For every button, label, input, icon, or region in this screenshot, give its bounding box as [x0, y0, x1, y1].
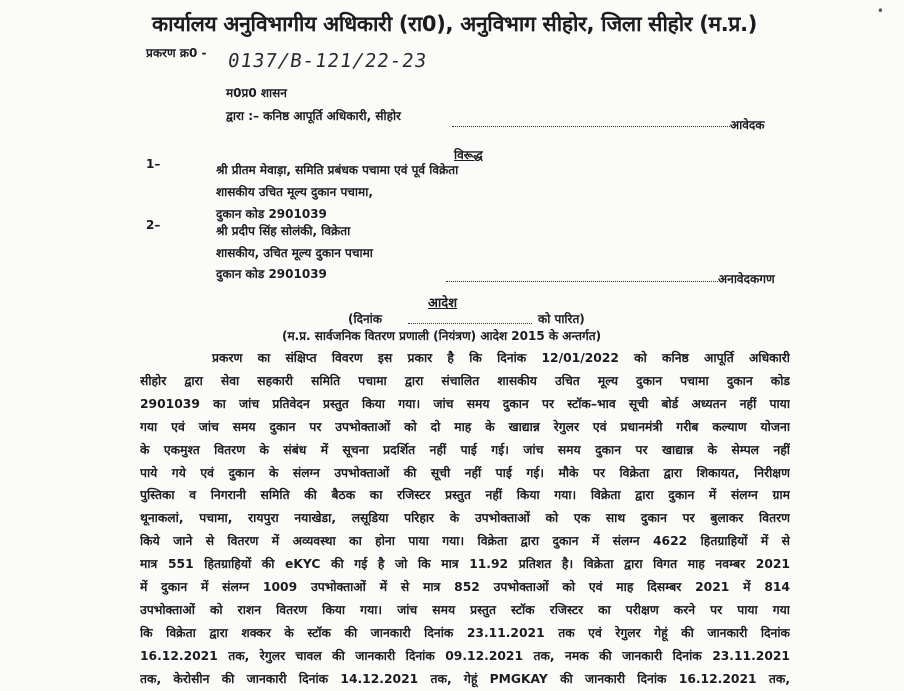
respondent-number: 1– — [146, 157, 161, 171]
body-line: में दुकान में संलग्न 1009 उपभोक्ताओं में से मात्र 852 उपभोक्ताओं को एवं माह दिसम्बर 2021 में 814 — [140, 580, 790, 595]
body-line: सीहोर द्वारा सेवा सहकारी समिति पचामा द्वारा संचालित शासकीय उचित मूल्य दुकान पचामा दुकान कोड — [140, 373, 790, 388]
order-heading: आदेश — [428, 296, 458, 311]
non-applicant-dotted-line — [446, 281, 718, 282]
government-label: म0प्र0 शासन — [226, 86, 287, 100]
body-line: कि विक्रेता द्वारा शक्कर के स्टॉक की जानकारी दिनांक 23.11.2021 तक एवं रेगुलर गेहूं की जानकारी दिनांक — [140, 625, 790, 640]
order-act-line: (म.प्र. सार्वजनिक वितरण प्रणाली (नियंत्रण) आदेश 2015 के अन्तर्गत) — [282, 329, 602, 343]
respondent-line: दुकान कोड 2901039 — [216, 207, 327, 221]
non-applicant-label: अनावेदकगण — [718, 272, 775, 286]
respondent-number: 2– — [146, 218, 161, 232]
through-line: द्वारा :– कनिष्ठ आपूर्ति अधिकारी, सीहोर — [226, 109, 401, 123]
body-line: गया एवं जांच समय दुकान पर उपभोक्ताओं को दो माह के खाद्यान्न रेगुलर एवं प्रधानमंत्री गरीब कल्याण योजना — [140, 419, 790, 434]
applicant-dotted-line — [452, 126, 730, 127]
order-date-dotted-line — [408, 323, 532, 324]
order-date-suffix: को पारित) — [538, 312, 585, 326]
case-number-label: प्रकरण क्र0 - — [146, 46, 207, 60]
case-number-handwritten: 0137/B-121/22-23 — [226, 50, 429, 72]
versus-heading: विरूद्ध — [454, 148, 483, 162]
body-line: पुस्तिका व निगरानी समिति की बैठक का रजिस्टर प्रस्तुत नहीं किया गया। विक्रेता द्वारा दुकान में संलग्न ग्राम — [140, 488, 790, 503]
corner-mark: • — [876, 4, 884, 18]
applicant-label: आवेदक — [730, 118, 765, 132]
body-line: प्रकरण का संक्षिप्त विवरण इस प्रकार है कि दिनांक 12/01/2022 को कनिष्ठ आपूर्ति अधिकारी — [212, 351, 790, 365]
respondent-line: श्री प्रीतम मेवाड़ा, समिति प्रबंधक पचामा एवं पूर्व विक्रेता — [216, 163, 459, 177]
body-line: 2901039 का जांच प्रतिवेदन प्रस्तुत किया गया। जांच समय दुकान पर स्टॉक–भाव सूची बोर्ड अध्यतन नहीं पाया — [140, 396, 790, 411]
respondent-line: श्री प्रदीप सिंह सोलंकी, विक्रेता — [216, 224, 351, 238]
respondent-line: शासकीय, उचित मूल्य दुकान पचामा — [216, 246, 373, 260]
order-date-prefix: (दिनांक — [348, 312, 382, 326]
body-line: थूनाकलां, पचामा, रायपुरा नयाखेडा, लसूडिया परिहार के उपभोक्ताओं को एक साथ दुकान पर बुलाकर वितरण — [140, 511, 790, 526]
body-line: तक, केरोसीन की जानकारी दिनांक 14.12.2021 तक, गेहूं PMGKAY की जानकारी दिनांक 16.12.2021 तक, — [140, 671, 790, 686]
body-line: किये जाने से वितरण में अव्यवस्था का होना पाया गया। विक्रेता द्वारा दुकान में संलग्न 4622 हितग्राहियों में से — [140, 534, 790, 549]
body-line: मात्र 551 हितग्राहियों की eKYC की गई है जो कि मात्र 11.92 प्रतिशत है। विक्रेता द्वारा विगत माह नवम्बर 2021 — [140, 557, 790, 572]
body-line: के एकमुश्त वितरण के संबंध में सूचना प्रदर्शित नहीं पाई गई। जांच समय दुकान पर खाद्यान्न के सेम्पल नहीं — [140, 442, 790, 457]
respondent-line: दुकान कोड 2901039 — [216, 267, 327, 281]
body-line: उपभोक्ताओं को राशन वितरण किया गया। जांच समय प्रस्तुत स्टॉक रजिस्टर का परीक्षण करने पर पाया गया — [140, 602, 790, 617]
body-line: पाये गये एवं दुकान के संलग्न उपभोक्ताओं की सूची नहीं पाई गई। मौके पर विक्रेता द्वारा शिकायत, निरीक्षण — [140, 465, 790, 480]
page-title: कार्यालय अनुविभागीय अधिकारी (रा0), अनुविभाग सीहोर, जिला सीहोर (म.प्र.) — [152, 12, 758, 36]
order-body-paragraph — [140, 347, 790, 691]
respondent-line: शासकीय उचित मूल्य दुकान पचामा, — [216, 185, 373, 199]
body-line: 16.12.2021 तक, रेगुलर चावल की जानकारी दिनांक 09.12.2021 तक, नमक की जानकारी दिनांक 23.11.2021 — [140, 648, 790, 663]
